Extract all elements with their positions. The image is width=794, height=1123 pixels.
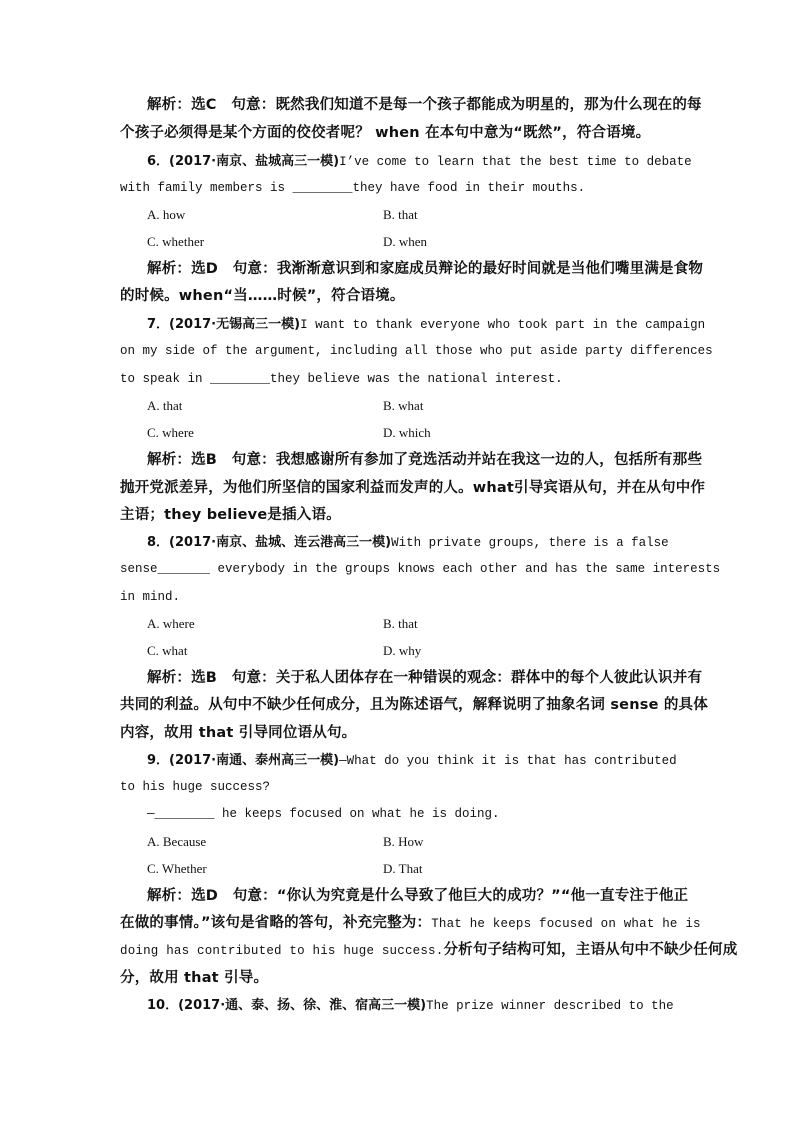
question-9-option-b: B. How: [383, 834, 424, 849]
question-9-option-a: A. Because: [147, 834, 207, 849]
answer-9-line-1: 解析：选D 句意：“你认为究竟是什么导致了他巨大的成功？”“他一直专注于他正: [147, 888, 689, 904]
answer-9-line-3-en: doing has contributed to his huge success.: [120, 944, 444, 958]
question-9-line-2: to his huge success?: [120, 780, 271, 794]
question-10-line-1: [147, 996, 676, 1015]
answer-6-line-1: 解析：选D 句意：我渐渐意识到和家庭成员辩论的最好时间就是当他们嘴里满是食物: [147, 261, 704, 277]
answer-7-line-1: 解析：选B 句意：我想感谢所有参加了竞选活动并站在我这一边的人，包括所有那些: [147, 452, 703, 468]
question-9-line-3: —________ he keeps focused on what he is doing.: [147, 807, 500, 821]
question-8-option-c: C. what: [147, 643, 188, 658]
answer-9-line-3-cn: 分析句子结构可知，主语从句中不缺少任何成: [443, 942, 738, 958]
question-10-source: 10．(2017·通、泰、扬、徐、淮、宿高三一模): [147, 998, 427, 1013]
answer-9-line-4: 分，故用 that 引导。: [120, 970, 269, 986]
answer-9-line-2-cn: 在做的事情。”该句是省略的答句，补充完整为：: [120, 915, 432, 931]
answer-7-line-3: 主语；they believe是插入语。: [120, 507, 341, 523]
question-9-option-d: D. That: [383, 861, 423, 876]
question-9-option-c: C. Whether: [147, 861, 207, 876]
answer-7-line-2: 抛开党派差异，为他们所坚信的国家利益而发声的人。what引导宾语从句，并在从句中作: [120, 480, 706, 496]
question-8-source: 8．(2017·南京、盐城、连云港高三一模): [147, 535, 392, 550]
question-8-line-2: sense_______ everybody in the groups knows each other and has the same interests: [120, 562, 721, 576]
answer-9-line-2-en: That he keeps focused on what he is: [431, 917, 701, 931]
question-10-text-1: The prize winner described to the: [426, 999, 674, 1013]
question-7-line-3: to speak in ________they believe was the national interest.: [120, 372, 563, 386]
question-7-line-1: [147, 315, 706, 334]
answer-8-line-3: 内容，故用 that 引导同位语从句。: [120, 725, 357, 741]
question-8-line-3: in mind.: [120, 590, 181, 604]
question-8-option-a: A. where: [147, 616, 195, 631]
answer-6-line-2: 的时候。when“当……时候”，符合语境。: [120, 288, 405, 304]
question-9-line-1: [147, 751, 676, 770]
question-8-option-d: D. why: [383, 643, 422, 658]
question-7-text-1: I want to thank everyone who took part in the campaign: [300, 318, 706, 332]
question-7-option-c: C. where: [147, 425, 194, 440]
question-6-option-d: D. when: [383, 234, 428, 249]
question-7-line-2: on my side of the argument, including all those who put aside party differences: [120, 344, 713, 358]
question-7-option-d: D. which: [383, 425, 431, 440]
answer-9-line-3: [120, 941, 738, 960]
answer-9-line-2: [120, 914, 701, 933]
question-8-text-1: With private groups, there is a false: [391, 536, 669, 550]
question-6-option-b: B. that: [383, 207, 418, 222]
question-9-source: 9．(2017·南通、泰州高三一模): [147, 753, 340, 768]
answer-8-line-1: 解析：选B 句意：关于私人团体存在一种错误的观念：群体中的每个人彼此认识并有: [147, 670, 703, 686]
question-6-source: 6．(2017·南京、盐城高三一模): [147, 154, 340, 169]
question-7-option-a: A. that: [147, 398, 183, 413]
answer-5-line-1: 解析：选C 句意：既然我们知道不是每一个孩子都能成为明星的，那为什么现在的每: [147, 97, 702, 113]
question-6-option-a: A. how: [147, 207, 186, 222]
answer-5-line-2: 个孩子必须得是某个方面的佼佼者呢？ when 在本句中意为“既然”，符合语境。: [120, 125, 651, 141]
question-6-text-1: I’ve come to learn that the best time to debate: [339, 155, 692, 169]
question-6-line-1: [147, 152, 692, 171]
answer-8-line-2: 共同的利益。从句中不缺少任何成分，且为陈述语气，解释说明了抽象名词 sense 的具体: [120, 697, 708, 713]
question-7-source: 7．(2017·无锡高三一模): [147, 317, 301, 332]
question-9-text-1: —What do you think it is that has contributed: [339, 754, 677, 768]
question-8-option-b: B. that: [383, 616, 418, 631]
question-8-line-1: [147, 533, 676, 552]
question-6-line-2: with family members is ________they have food in their mouths.: [120, 181, 586, 195]
question-6-option-c: C. whether: [147, 234, 205, 249]
question-7-option-b: B. what: [383, 398, 424, 413]
